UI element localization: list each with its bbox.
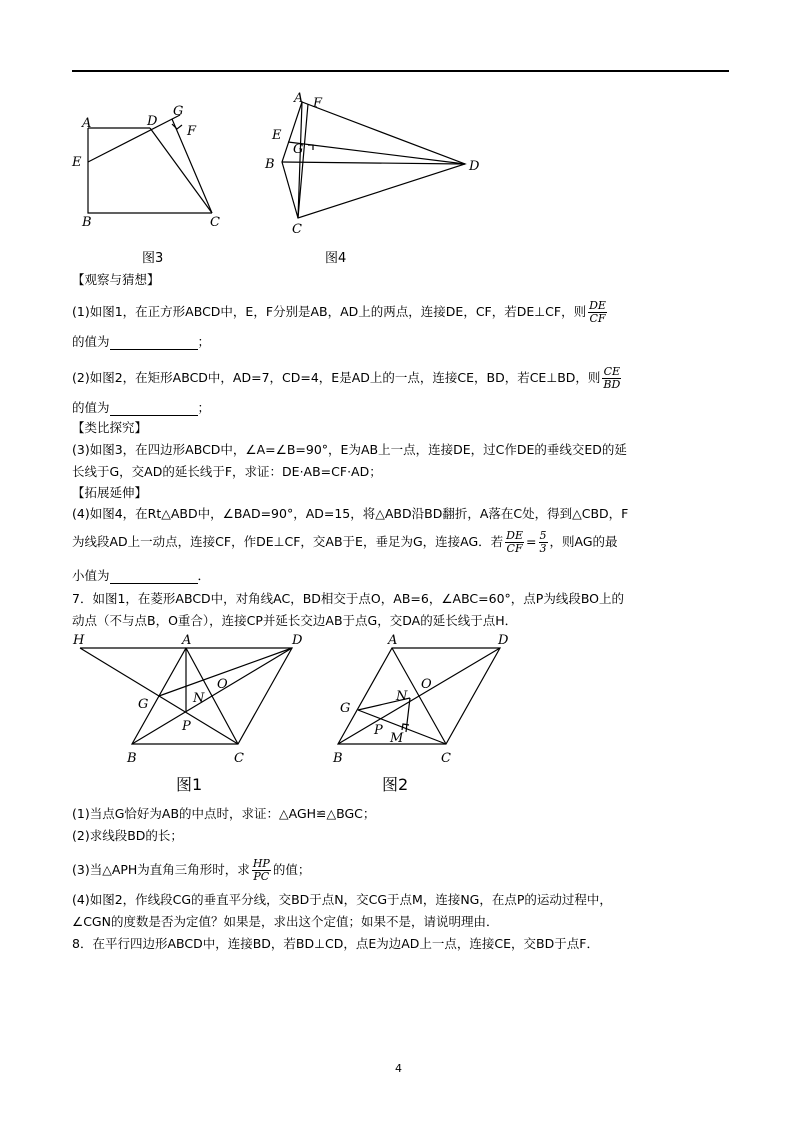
q2-frac-num: CE — [603, 365, 621, 378]
section-analogy-heading: 【类比探究】 — [72, 420, 148, 435]
q4-line-1: (4)如图4，在Rt△ABD中，∠BAD=90°，AD=15，将△ABD沿BD翻折，A落在C处，得到△CBD，F — [72, 506, 629, 521]
figure-4-caption: 图4 — [325, 251, 347, 266]
q1-text: (1)如图1，在正方形ABCD中，E，F分别是AB，AD上的两点，连接DE，CF，若DE⊥CF，则 — [72, 304, 587, 319]
p7-q3-b: 的值； — [272, 862, 311, 877]
p7-line-2: 动点（不与点B，O重合），连接CP并延长交边AB于点G，交DA的延长线于点H． — [72, 613, 518, 628]
p8-line-1: 8．在平行四边形ABCD中，连接BD，若BD⊥CD，点E为边AD上一点，连接CE，交BD于点F． — [72, 936, 599, 951]
rh1-label-c: C — [234, 751, 244, 766]
header-rule — [72, 70, 729, 72]
q1-answer-blank[interactable] — [110, 337, 198, 350]
rh1-label-h: H — [73, 633, 85, 648]
fig3-label-g: G — [173, 104, 184, 119]
p7-line-1: 7．如图1，在菱形ABCD中，对角线AC，BD相交于点O，AB=6，∠ABC=60°，点P为线段BO上的 — [72, 591, 625, 606]
rh2-label-g: G — [340, 701, 351, 716]
q2-answer-blank[interactable] — [110, 403, 198, 416]
fig3-label-f: F — [187, 124, 197, 139]
rh2-label-a: A — [388, 633, 398, 648]
p7-q4-line-2: ∠CGN的度数是否为定值？如果是，求出这个定值；如果不是，请说明理由． — [72, 914, 499, 929]
q2-tail: 的值为 — [72, 400, 110, 415]
q4-line-2 — [72, 530, 618, 555]
fig3-label-c: C — [210, 215, 220, 230]
fig4-label-f: F — [313, 96, 323, 111]
q3-line-1: (3)如图3，在四边形ABCD中，∠A=∠B=90°，E为AB上一点，连接DE，过C作DE的垂线交ED的延 — [72, 442, 627, 457]
q4-frac2-den: 3 — [539, 542, 547, 555]
q4-answer-blank[interactable] — [110, 571, 198, 584]
rh1-label-b: B — [127, 751, 137, 766]
q4-line-3-text: 小值为 — [72, 568, 110, 583]
q1-tail: 的值为 — [72, 334, 110, 349]
rh1-label-n: N — [193, 691, 205, 706]
q3-line-2: 长线于G，交AD的延长线于F，求证：DE·AB=CF·AD； — [72, 464, 382, 479]
q1-frac-den: CF — [589, 312, 606, 325]
fig4-label-g: G — [293, 142, 304, 157]
fig4-label-b: B — [265, 157, 275, 172]
p7-q3-fraction — [252, 858, 271, 883]
q4-fraction — [505, 530, 524, 555]
rhombus-figure-2-caption: 图2 — [382, 775, 409, 794]
rhombus-figure-1-caption: 图1 — [176, 775, 203, 794]
rh2-label-c: C — [441, 751, 451, 766]
q2-text: (2)如图2，在矩形ABCD中，AD=7，CD=4，E是AD上的一点，连接CE，BD，若CE⊥BD，则 — [72, 370, 601, 385]
p7-q3 — [72, 858, 310, 883]
fig3-label-b: B — [82, 215, 92, 230]
q2-end: ； — [197, 400, 211, 415]
p7-q3-a: (3)当△APH为直角三角形时，求 — [72, 862, 250, 877]
q4-frac-den: CF — [506, 542, 523, 555]
p7-q3-den: PC — [253, 870, 270, 883]
p7-q2: (2)求线段BD的长； — [72, 828, 183, 843]
figure-4-svg — [260, 90, 490, 240]
rhombus-figure-2-svg — [330, 630, 530, 770]
q2-answer-line — [72, 400, 210, 416]
q4-end: ． — [197, 568, 211, 583]
fig3-label-d: D — [147, 114, 158, 129]
rh2-label-b: B — [333, 751, 343, 766]
q1-fraction — [588, 300, 607, 325]
p7-q4-line-1: (4)如图2，作线段CG的垂直平分线，交BD于点N，交CG于点M，连接NG，在点P的运动过程中， — [72, 892, 612, 907]
q4-frac-num: DE — [506, 529, 524, 542]
q4-line-2b: ，则AG的最 — [549, 534, 618, 549]
q1-end: ； — [197, 334, 211, 349]
q2-fraction — [602, 366, 621, 391]
rh1-label-a: A — [182, 633, 192, 648]
rh1-label-o: O — [217, 677, 228, 692]
rh2-label-o: O — [421, 677, 432, 692]
rh2-label-p: P — [374, 723, 383, 738]
q1-line — [72, 300, 609, 325]
rhombus-figure-1 — [70, 630, 310, 770]
fig4-label-c: C — [292, 222, 302, 237]
section-extend-heading: 【拓展延伸】 — [72, 485, 148, 500]
q2-frac-den: BD — [603, 378, 621, 391]
rh2-label-d: D — [498, 633, 509, 648]
fig3-label-a: A — [82, 116, 92, 131]
fig3-label-e: E — [72, 155, 82, 170]
page-number: 4 — [395, 1062, 402, 1075]
fig4-label-e: E — [272, 128, 282, 143]
q2-line — [72, 366, 623, 391]
p7-q1: (1)当点G恰好为AB的中点时，求证：△AGH≌△BGC； — [72, 806, 376, 821]
q4-fraction-2 — [539, 530, 548, 555]
figure-3 — [60, 95, 250, 235]
q1-frac-num: DE — [589, 299, 606, 312]
fig4-label-d: D — [469, 159, 480, 174]
p7-q3-num: HP — [252, 857, 270, 870]
q4-frac-eq: = — [526, 534, 537, 549]
q1-answer-line — [72, 334, 210, 350]
rhombus-figure-1-svg — [70, 630, 310, 770]
fig4-label-a: A — [294, 91, 304, 106]
rh2-label-n: N — [396, 689, 408, 704]
rhombus-figure-2 — [330, 630, 530, 770]
rh1-label-p: P — [182, 719, 191, 734]
rh1-label-g: G — [138, 697, 149, 712]
q4-line-2a: 为线段AD上一动点，连接CF，作DE⊥CF，交AB于E，垂足为G，连接AG．若 — [72, 534, 504, 549]
section-observe-heading: 【观察与猜想】 — [72, 272, 160, 287]
q4-frac2-num: 5 — [539, 529, 547, 542]
rh2-label-m: M — [390, 731, 404, 746]
figure-3-caption: 图3 — [142, 251, 164, 266]
rh1-label-d: D — [292, 633, 303, 648]
q4-line-3 — [72, 568, 210, 584]
figure-3-svg — [60, 95, 250, 235]
figure-4 — [260, 90, 490, 240]
